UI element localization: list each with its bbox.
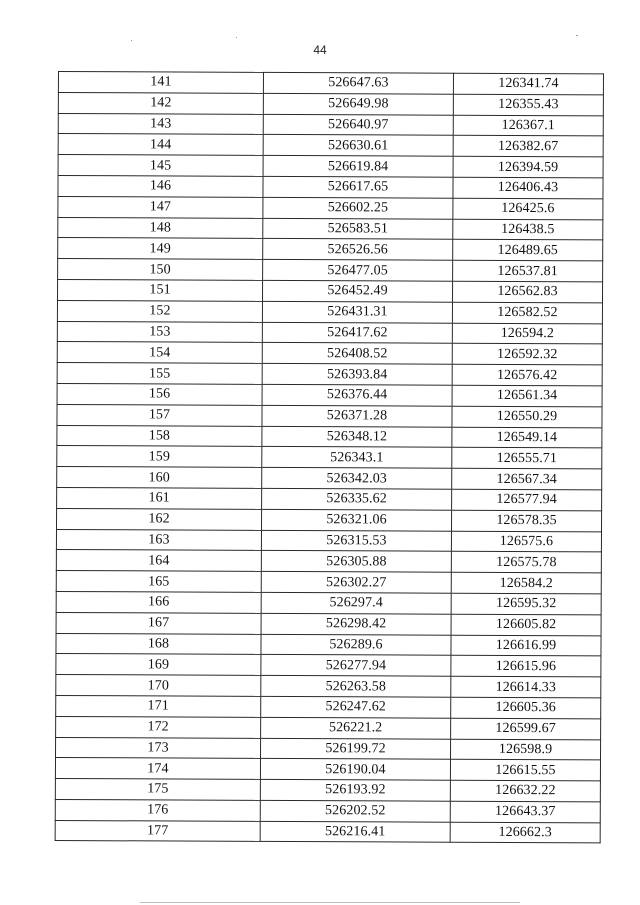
point-number-cell: 171 <box>56 695 261 717</box>
table-row <box>56 612 601 635</box>
table-row <box>56 591 601 614</box>
point-number-cell: 150 <box>58 259 263 281</box>
table-row <box>57 321 602 344</box>
point-number-cell: 159 <box>57 446 262 468</box>
x-coordinate-cell: 526393.84 <box>262 364 452 386</box>
table-row <box>57 467 602 490</box>
table-row <box>58 196 603 219</box>
coordinates-table <box>55 71 604 844</box>
y-coordinate-cell: 126555.71 <box>452 448 602 469</box>
x-coordinate-cell: 526298.42 <box>261 613 451 635</box>
point-number-cell: 149 <box>58 238 263 260</box>
point-number-cell: 169 <box>56 654 261 676</box>
x-coordinate-cell: 526526.56 <box>263 239 453 261</box>
x-coordinate-cell: 526277.94 <box>261 655 451 677</box>
x-coordinate-cell: 526343.1 <box>262 447 452 469</box>
table-row <box>58 238 603 261</box>
y-coordinate-cell: 126584.2 <box>451 572 601 593</box>
table-row <box>57 342 602 365</box>
coordinates-table-body <box>55 72 603 844</box>
y-coordinate-cell: 126575.78 <box>451 552 601 573</box>
x-coordinate-cell: 526302.27 <box>261 572 451 594</box>
table-row <box>57 279 602 302</box>
y-coordinate-cell: 126614.33 <box>451 676 601 697</box>
x-coordinate-cell: 526583.51 <box>263 218 453 240</box>
y-coordinate-cell: 126615.96 <box>451 656 601 677</box>
y-coordinate-cell: 126549.14 <box>452 427 602 448</box>
y-coordinate-cell: 126355.43 <box>453 94 603 115</box>
y-coordinate-cell: 126394.59 <box>453 156 603 177</box>
point-number-cell: 146 <box>58 175 263 197</box>
x-coordinate-cell: 526202.52 <box>260 800 450 822</box>
table-row <box>58 92 603 115</box>
y-coordinate-cell: 126537.81 <box>453 260 603 281</box>
x-coordinate-cell: 526305.88 <box>261 551 451 573</box>
point-number-cell: 163 <box>56 529 261 551</box>
point-number-cell: 145 <box>58 155 263 177</box>
point-number-cell: 175 <box>55 779 260 801</box>
table-row <box>55 799 600 822</box>
point-number-cell: 142 <box>58 92 263 114</box>
x-coordinate-cell: 526348.12 <box>262 426 452 448</box>
x-coordinate-cell: 526289.6 <box>261 634 451 656</box>
scan-edge-line <box>140 902 520 903</box>
table-row <box>57 383 602 406</box>
y-coordinate-cell: 126643.37 <box>450 801 600 822</box>
y-coordinate-cell: 126489.65 <box>453 240 603 261</box>
y-coordinate-cell: 126550.29 <box>452 406 602 427</box>
table-row <box>57 404 602 427</box>
point-number-cell: 168 <box>56 633 261 655</box>
x-coordinate-cell: 526335.62 <box>262 488 452 510</box>
point-number-cell: 160 <box>57 467 262 489</box>
y-coordinate-cell: 126575.6 <box>451 531 601 552</box>
point-number-cell: 153 <box>57 321 262 343</box>
point-number-cell: 164 <box>56 550 261 572</box>
x-coordinate-cell: 526649.98 <box>263 93 453 115</box>
point-number-cell: 152 <box>57 300 262 322</box>
scan-speck <box>236 37 237 38</box>
y-coordinate-cell: 126562.83 <box>452 281 602 302</box>
y-coordinate-cell: 126632.22 <box>450 780 600 801</box>
table-row <box>56 633 601 656</box>
y-coordinate-cell: 126599.67 <box>451 718 601 739</box>
y-coordinate-cell: 126561.34 <box>452 385 602 406</box>
y-coordinate-cell: 126662.3 <box>450 822 600 843</box>
table-row <box>56 695 601 718</box>
y-coordinate-cell: 126576.42 <box>452 364 602 385</box>
coordinates-table-container <box>55 71 603 844</box>
y-coordinate-cell: 126605.82 <box>451 614 601 635</box>
y-coordinate-cell: 126595.32 <box>451 593 601 614</box>
x-coordinate-cell: 526452.49 <box>262 280 452 302</box>
table-row <box>56 529 601 552</box>
point-number-cell: 155 <box>57 363 262 385</box>
x-coordinate-cell: 526647.63 <box>263 72 453 94</box>
table-row <box>57 300 602 323</box>
y-coordinate-cell: 126582.52 <box>452 302 602 323</box>
x-coordinate-cell: 526199.72 <box>261 738 451 760</box>
table-row <box>57 363 602 386</box>
y-coordinate-cell: 126425.6 <box>453 198 603 219</box>
point-number-cell: 170 <box>56 675 261 697</box>
x-coordinate-cell: 526221.2 <box>261 717 451 739</box>
table-row <box>56 571 601 594</box>
x-coordinate-cell: 526190.04 <box>260 759 450 781</box>
point-number-cell: 177 <box>55 820 260 842</box>
page-number: 44 <box>313 43 327 57</box>
table-row <box>56 737 601 760</box>
point-number-cell: 165 <box>56 571 261 593</box>
table-row <box>56 716 601 739</box>
table-row <box>55 758 600 781</box>
x-coordinate-cell: 526315.53 <box>261 530 451 552</box>
x-coordinate-cell: 526602.25 <box>263 197 453 219</box>
scan-speck <box>576 35 578 36</box>
point-number-cell: 167 <box>56 612 261 634</box>
y-coordinate-cell: 126598.9 <box>450 739 600 760</box>
y-coordinate-cell: 126438.5 <box>453 219 603 240</box>
table-row <box>56 675 601 698</box>
table-row <box>57 487 602 510</box>
x-coordinate-cell: 526193.92 <box>260 779 450 801</box>
x-coordinate-cell: 526619.84 <box>263 156 453 178</box>
table-row <box>58 217 603 240</box>
point-number-cell: 151 <box>57 279 262 301</box>
table-row <box>58 259 603 282</box>
table-row <box>56 550 601 573</box>
table-row <box>57 425 602 448</box>
table-row <box>57 508 602 531</box>
point-number-cell: 147 <box>58 196 263 218</box>
x-coordinate-cell: 526297.4 <box>261 592 451 614</box>
point-number-cell: 158 <box>57 425 262 447</box>
x-coordinate-cell: 526371.28 <box>262 405 452 427</box>
table-row <box>56 654 601 677</box>
point-number-cell: 144 <box>58 134 263 156</box>
point-number-cell: 157 <box>57 404 262 426</box>
point-number-cell: 143 <box>58 113 263 135</box>
scan-speck <box>131 40 132 41</box>
x-coordinate-cell: 526640.97 <box>263 114 453 136</box>
point-number-cell: 166 <box>56 591 261 613</box>
table-row <box>58 72 603 95</box>
y-coordinate-cell: 126406.43 <box>453 177 603 198</box>
x-coordinate-cell: 526216.41 <box>260 821 450 843</box>
table-row <box>58 175 603 198</box>
y-coordinate-cell: 126605.36 <box>451 697 601 718</box>
table-row <box>55 820 600 843</box>
y-coordinate-cell: 126367.1 <box>453 115 603 136</box>
point-number-cell: 173 <box>56 737 261 759</box>
point-number-cell: 148 <box>58 217 263 239</box>
point-number-cell: 156 <box>57 383 262 405</box>
table-row <box>58 113 603 136</box>
x-coordinate-cell: 526477.05 <box>263 260 453 282</box>
y-coordinate-cell: 126341.74 <box>453 73 603 94</box>
table-row <box>57 446 602 469</box>
y-coordinate-cell: 126616.99 <box>451 635 601 656</box>
point-number-cell: 141 <box>58 72 263 94</box>
x-coordinate-cell: 526263.58 <box>261 676 451 698</box>
x-coordinate-cell: 526247.62 <box>261 696 451 718</box>
y-coordinate-cell: 126594.2 <box>452 323 602 344</box>
point-number-cell: 162 <box>57 508 262 530</box>
x-coordinate-cell: 526617.65 <box>263 176 453 198</box>
table-row <box>58 134 603 157</box>
point-number-cell: 161 <box>57 487 262 509</box>
y-coordinate-cell: 126577.94 <box>452 489 602 510</box>
y-coordinate-cell: 126592.32 <box>452 344 602 365</box>
point-number-cell: 174 <box>55 758 260 780</box>
point-number-cell: 154 <box>57 342 262 364</box>
x-coordinate-cell: 526431.31 <box>262 301 452 323</box>
x-coordinate-cell: 526376.44 <box>262 384 452 406</box>
y-coordinate-cell: 126615.55 <box>450 760 600 781</box>
point-number-cell: 172 <box>56 716 261 738</box>
y-coordinate-cell: 126578.35 <box>451 510 601 531</box>
y-coordinate-cell: 126567.34 <box>452 468 602 489</box>
x-coordinate-cell: 526408.52 <box>262 343 452 365</box>
table-row <box>55 779 600 802</box>
x-coordinate-cell: 526630.61 <box>263 135 453 157</box>
y-coordinate-cell: 126382.67 <box>453 136 603 157</box>
x-coordinate-cell: 526342.03 <box>262 468 452 490</box>
x-coordinate-cell: 526321.06 <box>261 509 451 531</box>
point-number-cell: 176 <box>55 799 260 821</box>
x-coordinate-cell: 526417.62 <box>262 322 452 344</box>
table-row <box>58 155 603 178</box>
